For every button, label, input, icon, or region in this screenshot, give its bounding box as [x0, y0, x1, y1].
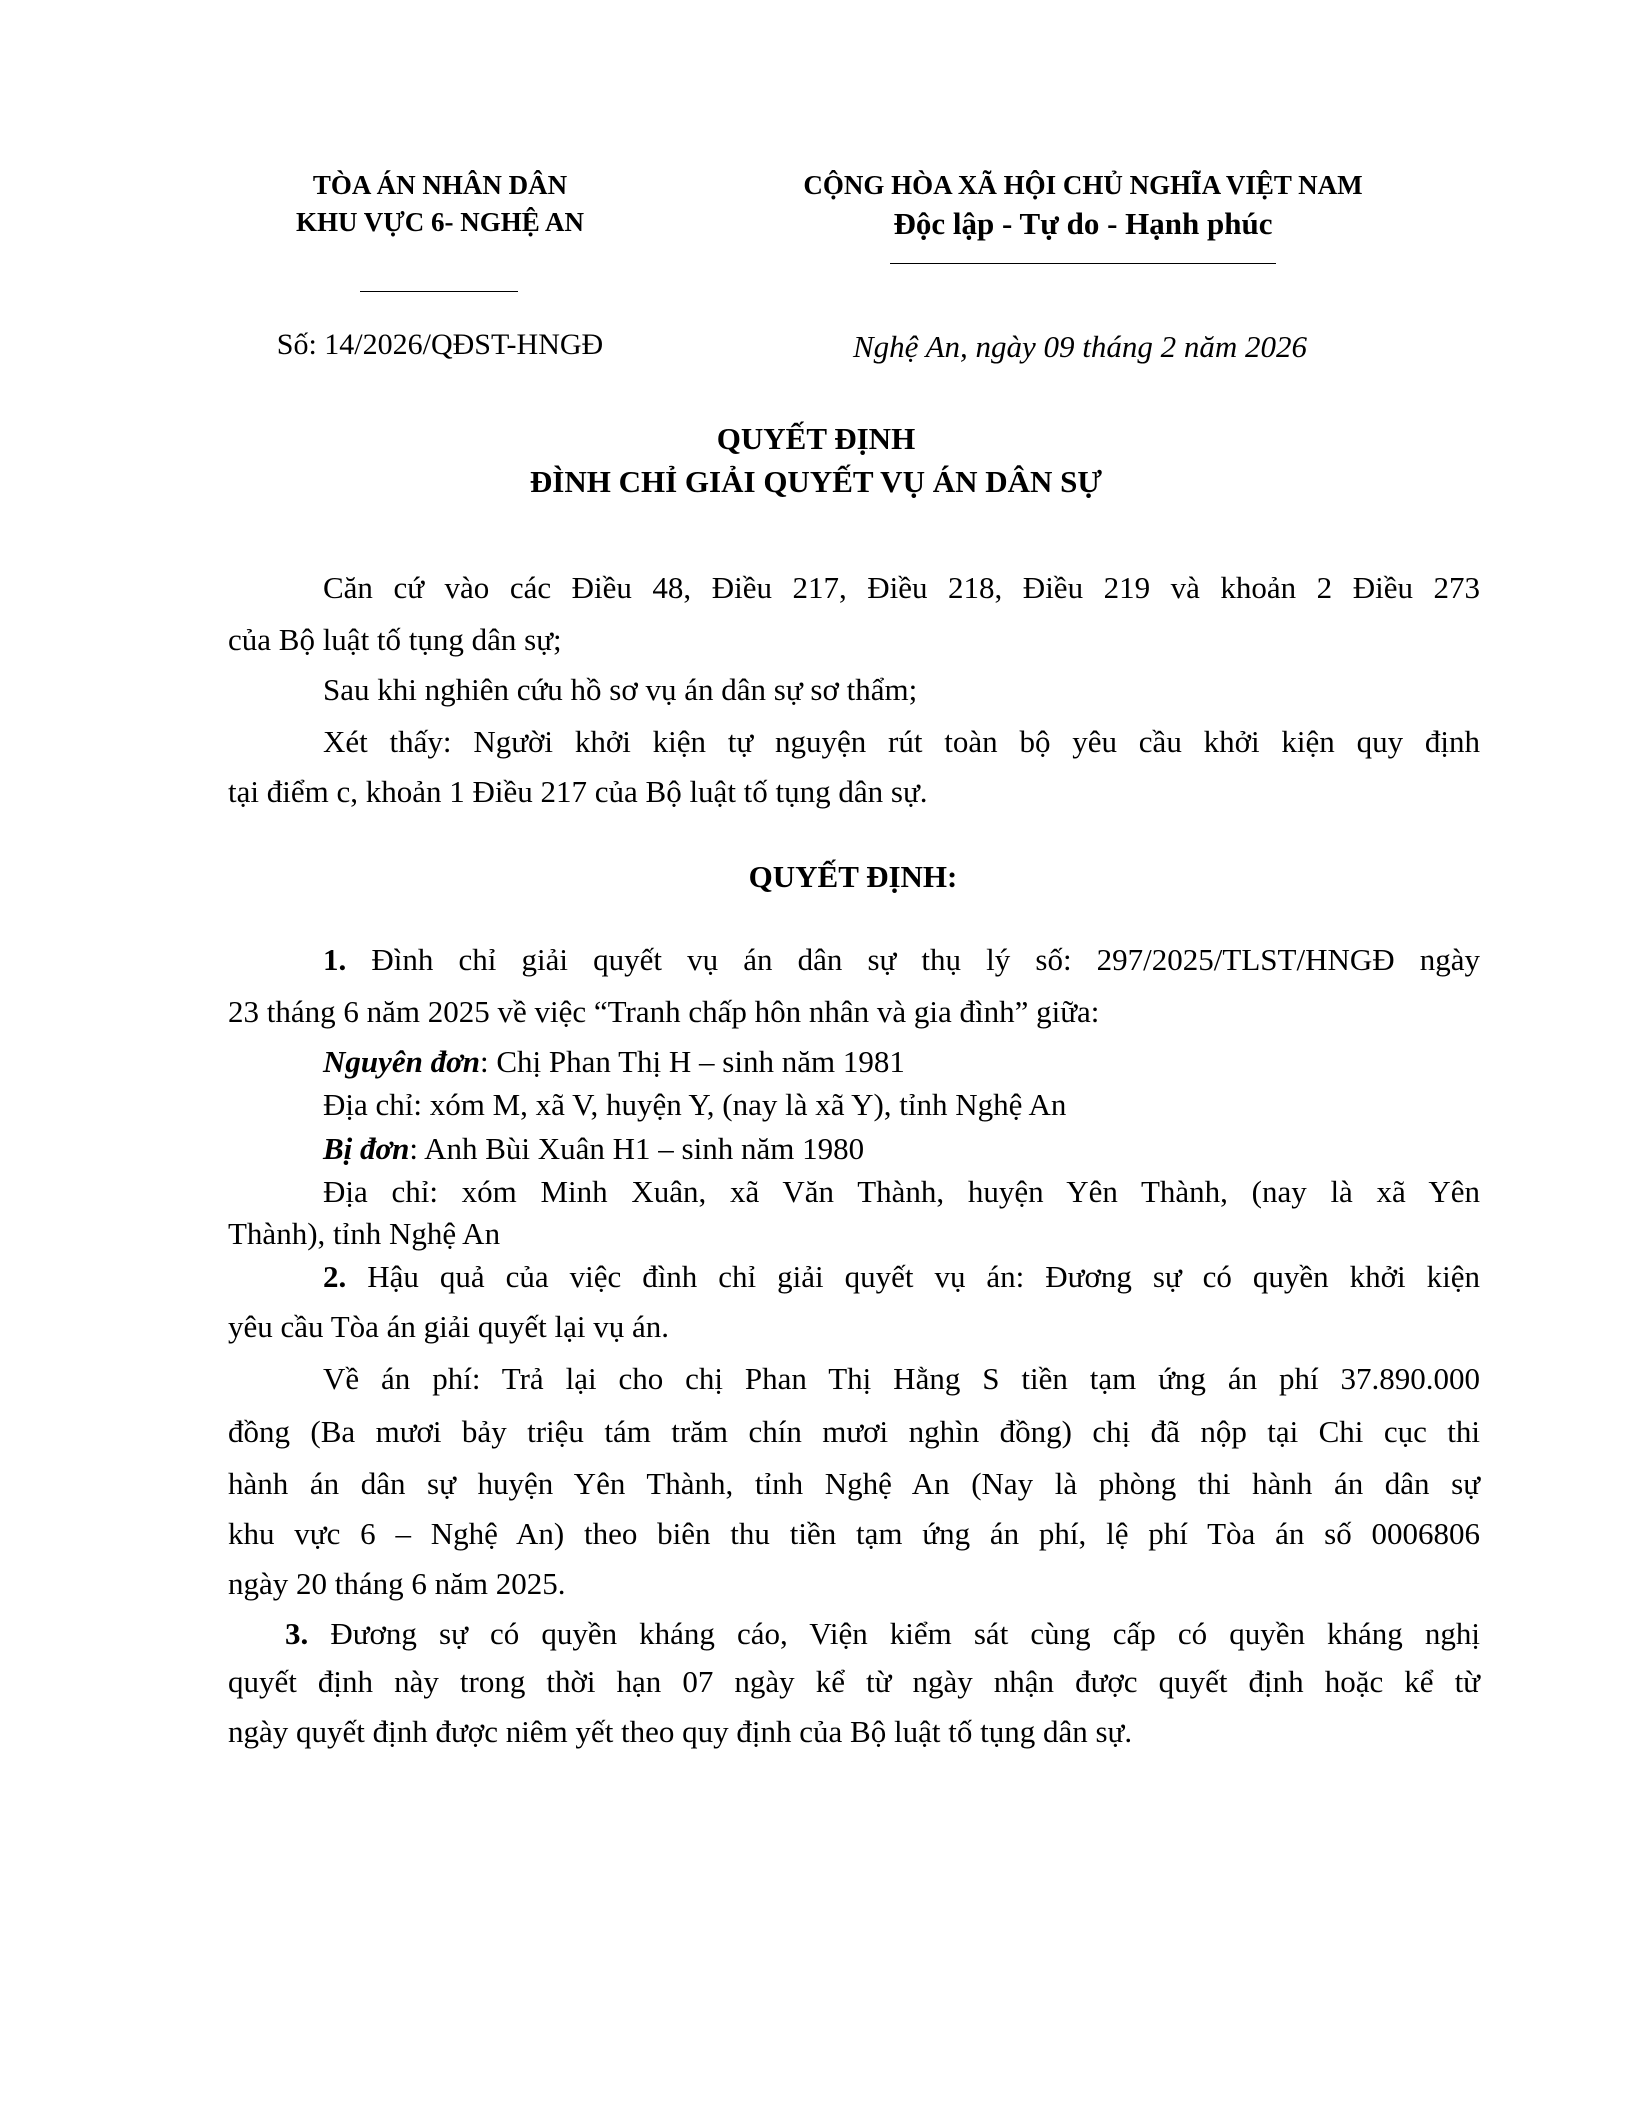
place-and-date: Nghệ An, ngày 09 tháng 2 năm 2026	[852, 329, 1308, 364]
item1-number: 1.	[323, 942, 347, 977]
item3-number: 3.	[285, 1616, 309, 1651]
item2-number: 2.	[323, 1259, 347, 1294]
item2-line1	[323, 1261, 1480, 1292]
plaintiff-address: Địa chỉ: xóm M, xã V, huyện Y, (nay là xã Y), tỉnh Nghệ An	[323, 1087, 1067, 1122]
item3-line3: ngày quyết định được niêm yết theo quy định của Bộ luật tố tụng dân sự.	[228, 1714, 1133, 1749]
item1-line2: 23 tháng 6 năm 2025 về việc “Tranh chấp hôn nhân và gia đình” giữa:	[228, 994, 1100, 1029]
defendant-label: Bị đơn	[323, 1131, 410, 1166]
item3-line1	[285, 1618, 1480, 1649]
fees-line4: khu vực 6 – Nghệ An) theo biên thu tiền tạm ứng án phí, lệ phí Tòa án số 0006806	[228, 1516, 1480, 1551]
document-subtitle: ĐÌNH CHỈ GIẢI QUYẾT VỤ ÁN DÂN SỰ	[529, 464, 1103, 499]
fees-line5: ngày 20 tháng 6 năm 2025.	[228, 1566, 566, 1601]
finding-text-line1: Xét thấy: Người khởi kiện tự nguyện rút toàn bộ yêu cầu khởi kiện quy định	[323, 724, 1480, 759]
document-number: Số: 14/2026/QĐST-HNGĐ	[276, 328, 604, 361]
republic-name: CỘNG HÒA XÃ HỘI CHỦ NGHĨA VIỆT NAM	[803, 170, 1363, 200]
national-motto: Độc lập - Tự do - Hạnh phúc	[893, 206, 1273, 241]
plaintiff-line	[323, 1046, 905, 1077]
item2-line2: yêu cầu Tòa án giải quyết lại vụ án.	[228, 1309, 670, 1344]
study-text: Sau khi nghiên cứu hồ sơ vụ án dân sự sơ thẩm;	[323, 672, 918, 707]
court-name-line2: KHU VỰC 6- NGHỆ AN	[295, 207, 584, 237]
defendant-address-line1: Địa chỉ: xóm Minh Xuân, xã Văn Thành, huyện Yên Thành, (nay là xã Yên	[323, 1174, 1480, 1209]
fees-line2: đồng (Ba mươi bảy triệu tám trăm chín mươi nghìn đồng) chị đã nộp tại Chi cục thi	[228, 1414, 1480, 1449]
defendant-address-line2: Thành), tỉnh Nghệ An	[228, 1216, 501, 1251]
basis-text-line1: Căn cứ vào các Điều 48, Điều 217, Điều 218, Điều 219 và khoản 2 Điều 273	[323, 570, 1480, 605]
item2-text: Hậu quả của việc đình chỉ giải quyết vụ án: Đương sự có quyền khởi kiện	[367, 1259, 1480, 1294]
item1-text: Đình chỉ giải quyết vụ án dân sự thụ lý số: 297/2025/TLST/HNGĐ ngày	[371, 942, 1480, 977]
item3-text: Đương sự có quyền kháng cáo, Viện kiểm sát cùng cấp có quyền kháng nghị	[330, 1616, 1481, 1651]
document-title: QUYẾT ĐỊNH	[716, 421, 916, 456]
item3-line2: quyết định này trong thời hạn 07 ngày kể từ ngày nhận được quyết định hoặc kể từ	[228, 1664, 1480, 1699]
court-underline	[360, 291, 518, 292]
finding-text-line2: tại điểm c, khoản 1 Điều 217 của Bộ luật tố tụng dân sự.	[228, 774, 928, 809]
court-name-line1: TÒA ÁN NHÂN DÂN	[312, 170, 568, 200]
defendant-line	[323, 1133, 864, 1164]
basis-text-line2: của Bộ luật tố tụng dân sự;	[228, 622, 562, 657]
item1-line1	[323, 944, 1480, 975]
fees-line1: Về án phí: Trả lại cho chị Phan Thị Hằng S tiền tạm ứng án phí 37.890.000	[323, 1361, 1480, 1396]
motto-underline	[890, 263, 1276, 264]
plaintiff-value: : Chị Phan Thị H – sinh năm 1981	[480, 1044, 905, 1079]
defendant-value: : Anh Bùi Xuân H1 – sinh năm 1980	[409, 1131, 865, 1166]
fees-line3: hành án dân sự huyện Yên Thành, tỉnh Nghệ An (Nay là phòng thi hành án dân sự	[228, 1466, 1480, 1501]
plaintiff-label: Nguyên đơn	[323, 1044, 481, 1079]
decision-heading: QUYẾT ĐỊNH:	[748, 859, 958, 894]
